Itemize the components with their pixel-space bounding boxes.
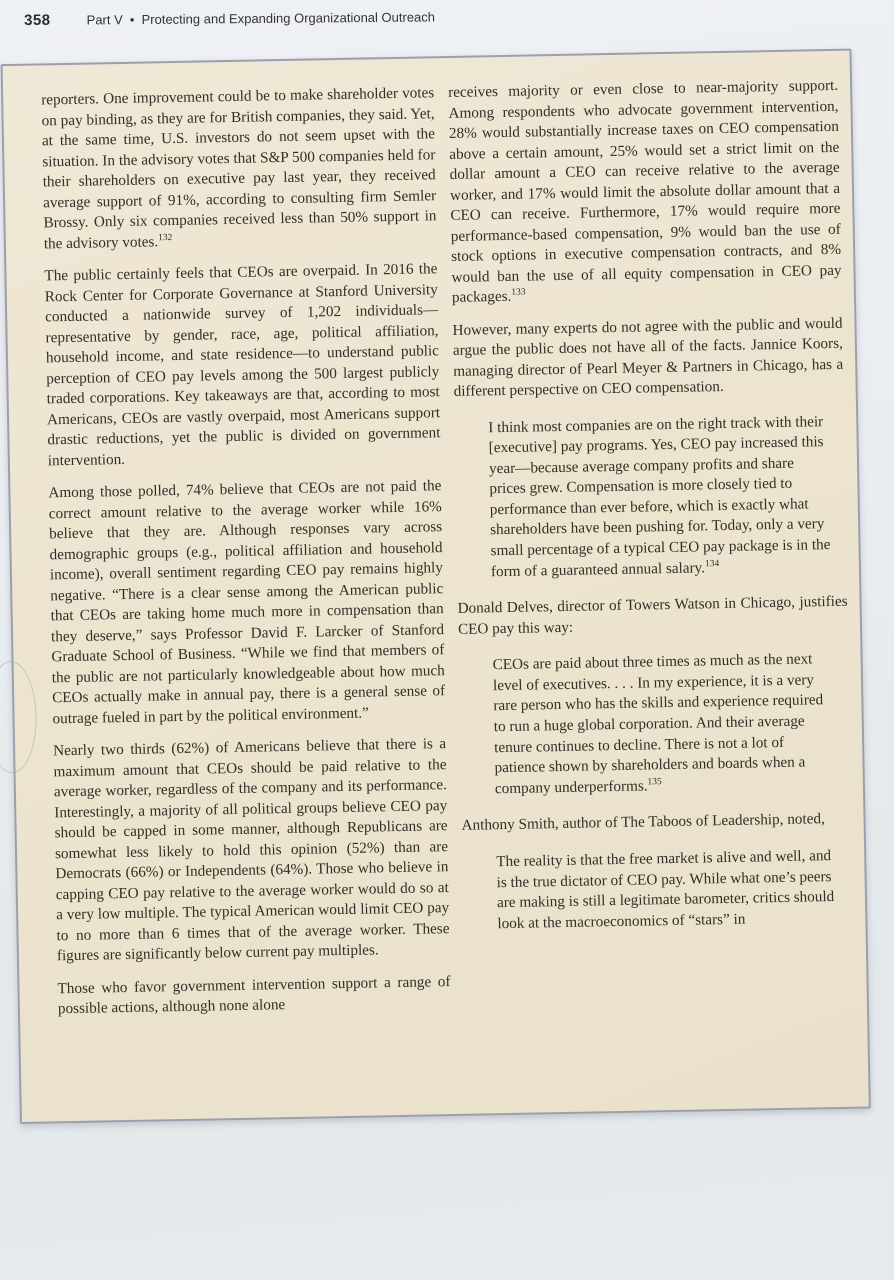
footnote-ref: 133 (511, 287, 526, 298)
block-quote (496, 846, 839, 935)
paragraph (461, 809, 851, 837)
footnote-ref: 132 (158, 232, 173, 243)
paragraph-text: The public certainly feels that CEOs are overpaid. In 2016 the Rock Center for Corporate Governance at Stanford University conducted a nationwide survey of 1,202 individuals—representative by gender, race, age, political affiliation, household income, and state residence—to understand public perception of CEO pay levels among the 500 largest publicly traded corporations. Key takeaways are that, according to most Americans, CEOs are vastly overpaid, most Americans support drastic reductions, yet the public is divided on government intervention. (44, 260, 441, 469)
paragraph (53, 734, 450, 967)
quote-text: CEOs are paid about three times as much as the next level of executives. . . . In my experience, it is a very rare person who has the skills and experience required to run a huge global corporation. And their average tenure continues to decline. There is not a lot of patience shown by shareholders and boards when a company underperforms. (492, 650, 824, 798)
paragraph (57, 972, 451, 1020)
paragraph-text: receives majority or even close to near-majority support. Among respondents who advocate government intervention, 28% would substantially increase taxes on CEO compensation above a certain amount, 25% would set a strict limit on the dollar amount a CEO can receive relative to the average worker, and 17% would limit the absolute dollar amount that a CEO can receive. Furthermore, 17% would require more performance-based compensation, 9% would ban the use of stock options in executive compensation contracts, and 8% would ban the use of all equity compensation in CEO pay packages. (448, 76, 842, 306)
paragraph (48, 476, 445, 729)
block-quote (488, 412, 833, 583)
paragraph (448, 76, 842, 309)
paragraph-text: Nearly two thirds (62%) of Americans believe that there is a maximum amount that CEOs should be paid relative to the average worker, regardless of the company and its performance. Interestingly, a majority of all political groups believe CEO pay should be capped in some manner, although Republicans are somewhat less likely to hold this opinion (52%) than are Democrats (66%) or Independents (64%). Those who believe in capping CEO pay relative to the average worker would do so at a very low multiple. The typical American would limit CEO pay to no more than 6 times that of the average worker. These figures are significantly below current pay multiples. (53, 735, 450, 965)
page-number: 358 (24, 11, 51, 29)
paragraph-text: Those who favor government intervention support a range of possible actions, although none alone (57, 972, 451, 1018)
footnote-ref: 134 (704, 558, 720, 569)
paragraph (41, 83, 437, 254)
quote-text: I think most companies are on the right track with their [executive] pay programs. Yes, CEO pay increased this year—because average company profits and share prices grew. Compensation is more closely tied to performance than ever before, which is exactly what shareholders have been pushing for. Today, only a very small percentage of a typical CEO pay package is in the form of a guaranteed annual salary. (488, 412, 831, 580)
paragraph (457, 592, 848, 640)
left-column (41, 83, 451, 1020)
part-title: Protecting and Expanding Organizational Outreach (141, 9, 436, 27)
page-header (24, 6, 724, 29)
paragraph (452, 313, 843, 402)
paragraph-text: reporters. One improvement could be to make shareholder votes on pay binding, as they are for British companies, they said. Yet, at the same time, U.S. investors do not seem upset with the situation. In the advisory votes that S&P 500 companies held for their shareholders on executive pay last year, they received average support of 91%, according to consulting firm Semler Brossy. Only six companies received less than 50% support in the advisory votes. (41, 84, 437, 252)
footnote-ref: 135 (647, 776, 662, 788)
block-quote (492, 649, 837, 799)
part-label: Part V (86, 12, 123, 28)
paragraph-text: Anthony Smith, author of The Taboos of Leadership, noted, (461, 810, 825, 835)
paragraph-text: Among those polled, 74% believe that CEOs are not paid the correct amount relative to the average worker while 16% believe that they are. Although responses vary across demographic groups (e.g., political affiliation and household income), overall sentiment regarding CEO pay remains highly negative. “There is a clear sense among the American public that CEOs are taking home much more in compensation than they deserve,” says Professor David F. Larcker of Stanford Graduate School of Business. “While we find that members of the public are not particularly knowledgeable about how much CEOs actually make in annual pay, there is a general sense of outrage fueled in part by the political environment.” (48, 477, 446, 727)
quote-text: The reality is that the free market is alive and well, and is the true dictator of CEO pay. While what one’s peers are making is still a legitimate barometer, critics should look at the macroeconomics of “stars” in (496, 847, 835, 932)
bullet-icon: ● (129, 15, 135, 25)
case-text-box (1, 49, 871, 1124)
paragraph-text: However, many experts do not agree with the public and would argue the public does not have all of the facts. Jannice Koors, managing director of Pearl Meyer & Partners in Chicago, has a different perspective on CEO compensation. (452, 314, 844, 400)
paragraph-text: Donald Delves, director of Towers Watson in Chicago, justifies CEO pay this way: (457, 592, 848, 638)
right-column (448, 76, 855, 1012)
two-column-layout (3, 51, 868, 1037)
paragraph (44, 259, 441, 471)
